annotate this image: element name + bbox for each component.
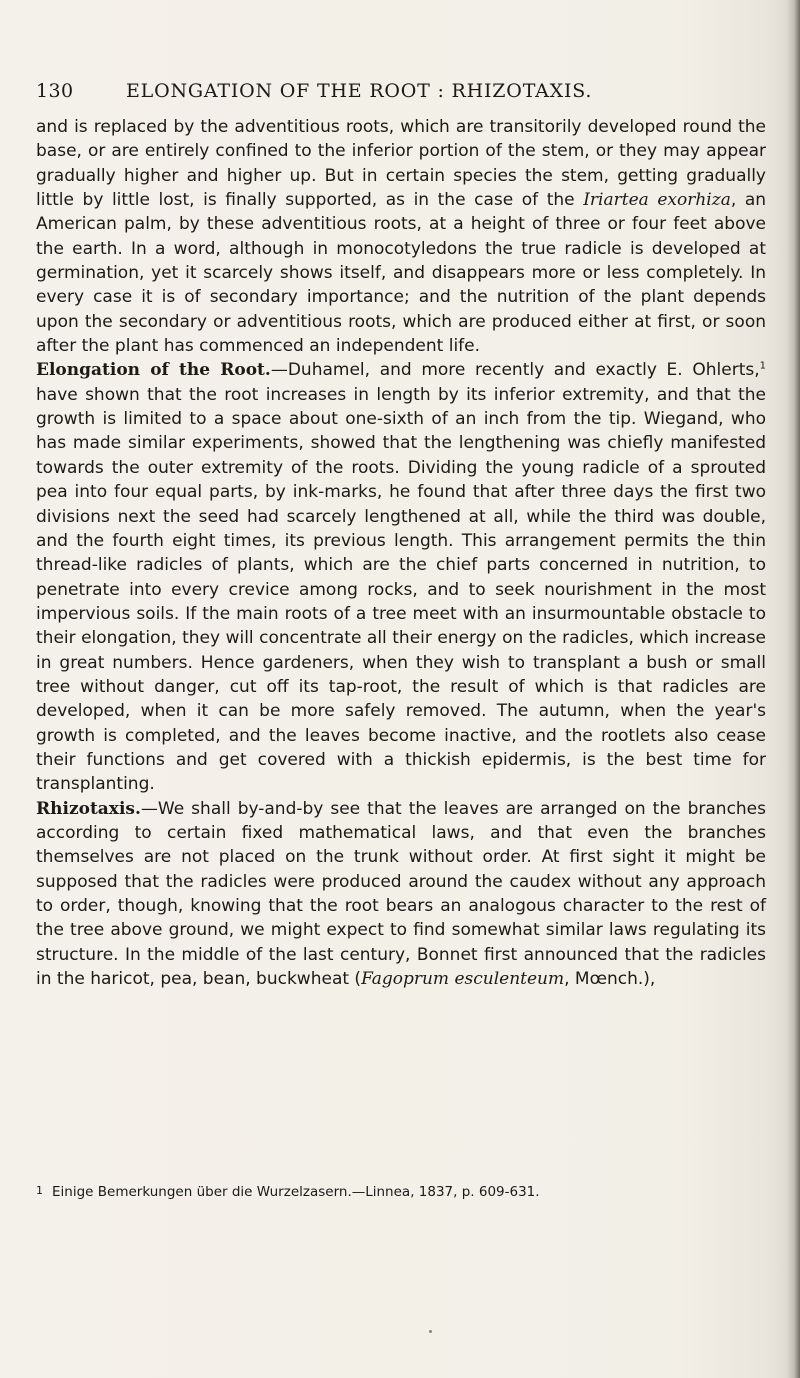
paragraph-text: have shown that the root increases in length by its inferior extremity, and that the growth is limited to a space about one-sixth of an inch from the tip. Wiegand, who has made similar experiments, showed that the lengthening was chiefly manifested towards the outer extremity of the roots. Dividing the young radicle of a sprouted pea into four equal parts, by ink-marks, he found that after three days the first two divisions next the seed had scarcely lengthened at all, while the third was double, and the fourth eight times, its previous length. This arrangement permits the thin thread-like radicles of plants, which are the chief parts concerned in nutrition, to penetrate into every crevice among rocks, and to seek nourishment in the most impervious soils. If the main roots of a tree meet with an insurmountable obstacle to their elongation, they will concentrate all their energy on the radicles, which increase in great numbers. Hence gardeners, when they wish to transplant a bush or small tree without danger, cut off its tap-root, the result of which is that radicles are developed, when it can be more safely removed. The autumn, when the year's growth is completed, and the leaves become inactive, and the rootlets also cease their functions and get covered with a thickish epidermis, is the best time for transplanting.: [36, 384, 766, 795]
paragraph-text: and is replaced by the adventitious roots, which are transitorily developed round the base, or are entirely confined to the inferior portion of the stem, or they may appear gradually higher and higher up. But in certain species the stem, getting gradually little by little lost, is finally supported, as in the case of the: [36, 117, 766, 211]
running-head-title: ELONGATION OF THE ROOT : RHIZOTAXIS.: [126, 80, 593, 102]
footnote-text: Einige Bemerkungen über die Wurzelzasern.—Linnea, 1837, p. 609-631.: [52, 1184, 540, 1200]
section-heading-elongation: Elongation of the Root.: [36, 360, 271, 381]
footnote-mark: 1: [36, 1184, 43, 1197]
species-name-italic: Iriartea exorhiza: [583, 190, 731, 211]
paragraph-text: —We shall by-and-by see that the leaves are arranged on the branches according to certain fixed mathematical laws, and that even the branches themselves are not placed on the trunk without order. At first sight it might be supposed that the radicles were produced around the caudex without any approach to order, though, knowing that the root bears an analogous character to the rest of the tree above ground, we might expect to find somewhat similar laws regulating its structure. In the middle of the last century, Bonnet first announced that the radicles in the haricot, pea, bean, buckwheat (: [36, 798, 766, 990]
running-head: [36, 80, 776, 108]
paragraph-monocotyledon-roots: [36, 115, 766, 358]
paragraph-text: , an American palm, by these adventitious roots, at a height of three or four feet above the earth. In a word, although in monocotyledons the true radicle is developed at germination, yet it scarcely shows itself, and disappears more or less completely. In every case it is of secondary importance; and the nutrition of the plant depends upon the secondary or adventitious roots, which are produced either at first, or soon after the plant has commenced an independent life.: [36, 190, 767, 357]
page-number: 130: [36, 80, 74, 102]
section-heading-rhizotaxis: Rhizotaxis.: [36, 798, 141, 819]
footnote-reference[interactable]: 1: [759, 360, 766, 372]
paragraph-rhizotaxis: [36, 797, 766, 992]
page-edge-shadow: [786, 0, 800, 1378]
paper-speck: [429, 1330, 432, 1333]
footnote: [36, 1182, 766, 1201]
paragraph-elongation-of-root: [36, 358, 766, 796]
paragraph-text: , Mœnch.),: [564, 969, 656, 990]
body-text: [36, 115, 766, 991]
paragraph-text: —Duhamel, and more recently and exactly E. Ohlerts,: [270, 360, 760, 381]
species-name-italic: Fagoprum esculenteum: [361, 969, 565, 990]
